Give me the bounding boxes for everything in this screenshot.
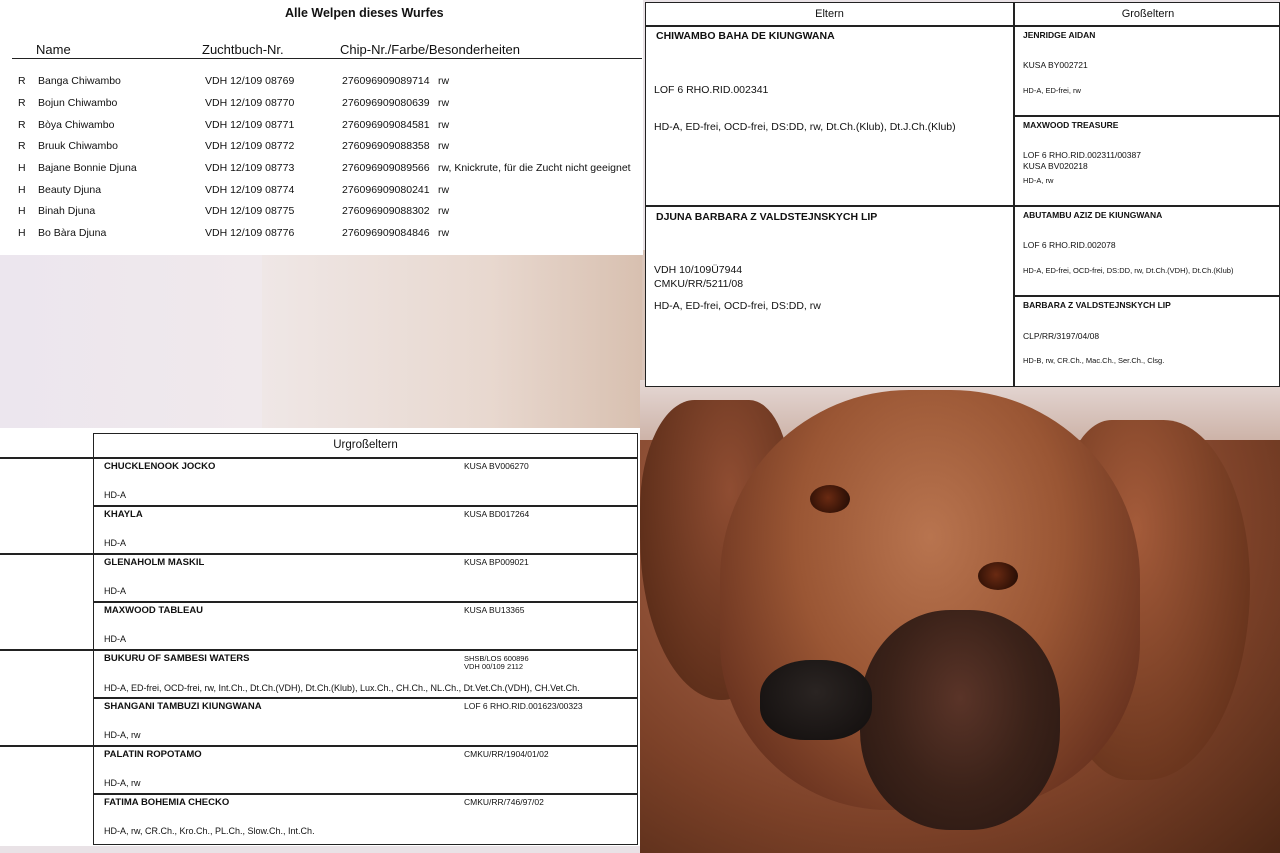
grandparent-health: HD-A, ED-frei, rw: [1023, 86, 1081, 95]
ancestor-reg: KUSA BV006270: [464, 461, 529, 471]
puppy-chip: 276096909080639: [342, 97, 430, 109]
pedigree-parents-panel: [645, 2, 1280, 387]
puppy-row: [0, 75, 643, 95]
puppy-note: rw: [438, 205, 450, 217]
grandparent-reg2: KUSA BV020218: [1023, 161, 1088, 171]
puppy-stud: VDH 12/109 08769: [205, 75, 295, 87]
header-rule: [646, 25, 1280, 27]
grandparent-reg: CLP/RR/3197/04/08: [1023, 331, 1100, 341]
dog-nose: [760, 660, 872, 740]
grandparent-reg: KUSA BY002721: [1023, 60, 1088, 70]
puppy-name: Beauty Djuna: [38, 184, 102, 196]
column-divider: [1013, 3, 1015, 386]
ancestor-name: SHANGANI TAMBUZI KIUNGWANA: [104, 701, 262, 712]
puppy-chip: 276096909089714: [342, 75, 430, 87]
ancestor-health: HD-A: [104, 586, 126, 596]
group-divider: [0, 553, 94, 555]
puppy-stud: VDH 12/109 08772: [205, 140, 295, 152]
ancestor-name: CHUCKLENOOK JOCKO: [104, 461, 216, 472]
puppy-sex: R: [18, 119, 26, 131]
puppy-chip: 276096909084581: [342, 119, 430, 131]
row-divider: [93, 601, 638, 603]
sire-health: HD-A, ED-frei, OCD-frei, DS:DD, rw, Dt.Ch.(Klub), Dt.J.Ch.(Klub): [654, 121, 956, 133]
header-name: Name: [36, 42, 71, 57]
row-divider: [93, 745, 638, 747]
dam-reg: VDH 10/109Ü7944: [654, 264, 743, 276]
puppy-sex: H: [18, 184, 26, 196]
ancestor-health: HD-A, rw, CR.Ch., Kro.Ch., PL.Ch., Slow.Ch., Int.Ch.: [104, 826, 315, 836]
grandparent-health: HD-B, rw, CR.Ch., Mac.Ch., Ser.Ch., Clsg.: [1023, 356, 1165, 365]
ancestor-health: HD-A, rw: [104, 730, 141, 740]
grandparent-name: MAXWOOD TREASURE: [1023, 120, 1119, 130]
puppy-chip: 276096909088302: [342, 205, 430, 217]
ancestor-reg: KUSA BP009021: [464, 557, 529, 567]
puppy-note: rw: [438, 119, 450, 131]
puppy-stud: VDH 12/109 08770: [205, 97, 295, 109]
ancestor-reg: CMKU/RR/1904/01/02: [464, 749, 549, 759]
grandparents-header: Großeltern: [1121, 8, 1175, 20]
puppy-chip: 276096909088358: [342, 140, 430, 152]
puppy-stud: VDH 12/109 08771: [205, 119, 295, 131]
row-divider: [93, 697, 638, 699]
group-divider: [0, 745, 94, 747]
ancestor-name: FATIMA BOHEMIA CHECKO: [104, 797, 230, 808]
ancestor-name: MAXWOOD TABLEAU: [104, 605, 204, 616]
puppy-stud: VDH 12/109 08775: [205, 205, 295, 217]
litter-title: Alle Welpen dieses Wurfes: [285, 6, 444, 20]
puppy-sex: R: [18, 140, 26, 152]
group-divider: [0, 457, 94, 459]
puppy-chip: 276096909084846: [342, 227, 430, 239]
puppy-sex: R: [18, 75, 26, 87]
grandparent-name: ABUTAMBU AZIZ DE KIUNGWANA: [1023, 210, 1163, 220]
puppy-sex: H: [18, 227, 26, 239]
header-chip: Chip-Nr./Farbe/Besonderheiten: [340, 42, 520, 57]
puppy-name: Binah Djuna: [38, 205, 96, 217]
litter-panel: [0, 0, 643, 255]
row-divider: [93, 553, 638, 555]
grandparent-health: HD-A, rw: [1023, 176, 1054, 185]
grandparent-name: BARBARA Z VALDSTEJNSKYCH LIP: [1023, 300, 1171, 310]
ancestor-name: KHAYLA: [104, 509, 143, 520]
sire-reg: LOF 6 RHO.RID.002341: [654, 84, 769, 96]
grandparent-reg: LOF 6 RHO.RID.002078: [1023, 240, 1116, 250]
puppy-stud: VDH 12/109 08774: [205, 184, 295, 196]
ancestor-health: HD-A, ED-frei, OCD-frei, rw, Int.Ch., Dt.Ch.(VDH), Dt.Ch.(Klub), Lux.Ch., CH.Ch., NL.Ch., Dt.Vet.Ch.(VDH), CH.Vet.Ch.: [104, 683, 580, 693]
ancestor-reg2: VDH 00/109 2112: [464, 662, 524, 671]
row-divider: [93, 793, 638, 795]
row-divider: [1013, 295, 1280, 297]
puppy-row: [0, 205, 643, 225]
parents-header: Eltern: [815, 8, 844, 20]
puppy-note: rw: [438, 75, 450, 87]
dam-health: HD-A, ED-frei, OCD-frei, DS:DD, rw: [654, 300, 821, 312]
puppy-row: [0, 162, 643, 182]
grandparent-name: JENRIDGE AIDAN: [1023, 30, 1096, 40]
puppy-note: rw, Knickrute, für die Zucht nicht geeignet: [438, 162, 631, 174]
puppy-name: Bajane Bonnie Djuna: [38, 162, 137, 174]
ancestor-name: GLENAHOLM MASKIL: [104, 557, 205, 568]
ancestor-name: BUKURU OF SAMBESI WATERS: [104, 653, 250, 664]
puppy-name: Bòya Chiwambo: [38, 119, 115, 131]
ancestor-health: HD-A, rw: [104, 778, 141, 788]
header-stud: Zuchtbuch-Nr.: [202, 42, 284, 57]
dog-head: [720, 390, 1140, 810]
puppy-stud: VDH 12/109 08776: [205, 227, 295, 239]
ancestor-reg: KUSA BU13365: [464, 605, 525, 615]
group-divider: [0, 649, 94, 651]
row-divider: [1013, 115, 1280, 117]
puppy-name: Bojun Chiwambo: [38, 97, 118, 109]
ancestor-reg: CMKU/RR/746/97/02: [464, 797, 544, 807]
ancestor-health: HD-A: [104, 490, 126, 500]
grandparent-health: HD-A, ED-frei, OCD-frei, DS:DD, rw, Dt.Ch.(VDH), Dt.Ch.(Klub): [1023, 266, 1234, 275]
puppy-note: rw: [438, 184, 450, 196]
great-grandparents-panel: [0, 428, 640, 846]
puppy-row: [0, 140, 643, 160]
row-divider: [93, 505, 638, 507]
puppy-note: rw: [438, 97, 450, 109]
ancestor-health: HD-A: [104, 634, 126, 644]
ancestor-name: PALATIN ROPOTAMO: [104, 749, 202, 760]
puppy-row: [0, 97, 643, 117]
ancestor-reg: LOF 6 RHO.RID.001623/00323: [464, 701, 583, 711]
puppy-row: [0, 227, 643, 247]
table-frame: [93, 433, 638, 845]
dog-muzzle: [860, 610, 1060, 830]
puppy-row: [0, 119, 643, 139]
puppy-chip: 276096909080241: [342, 184, 430, 196]
background-photo-blur: [262, 250, 642, 440]
puppy-chip: 276096909089566: [342, 162, 430, 174]
ancestor-reg: SHSB/LOS 600896: [464, 654, 529, 663]
row-divider: [93, 649, 638, 651]
dog-photo: [640, 380, 1280, 853]
puppy-stud: VDH 12/109 08773: [205, 162, 295, 174]
sire-name: CHIWAMBO BAHA DE KIUNGWANA: [656, 30, 835, 42]
header-rule: [93, 457, 638, 459]
puppy-sex: H: [18, 162, 26, 174]
puppy-sex: R: [18, 97, 26, 109]
row-divider: [646, 205, 1280, 207]
puppy-note: rw: [438, 227, 450, 239]
puppy-name: Bruuk Chiwambo: [38, 140, 118, 152]
puppy-note: rw: [438, 140, 450, 152]
puppy-sex: H: [18, 205, 26, 217]
header-rule: [12, 58, 642, 59]
ancestor-reg: KUSA BD017264: [464, 509, 530, 519]
dog-eye-left: [810, 485, 850, 513]
ancestor-health: HD-A: [104, 538, 126, 548]
grandparent-reg: LOF 6 RHO.RID.002311/00387: [1023, 150, 1141, 160]
puppy-name: Bo Bàra Djuna: [38, 227, 107, 239]
dam-name: DJUNA BARBARA Z VALDSTEJNSKYCH LIP: [656, 211, 878, 223]
dog-eye-right: [978, 562, 1018, 590]
puppy-row: [0, 184, 643, 204]
great-grandparents-header: Urgroßeltern: [333, 439, 398, 451]
puppy-name: Banga Chiwambo: [38, 75, 121, 87]
dam-reg2: CMKU/RR/5211/08: [654, 278, 744, 290]
